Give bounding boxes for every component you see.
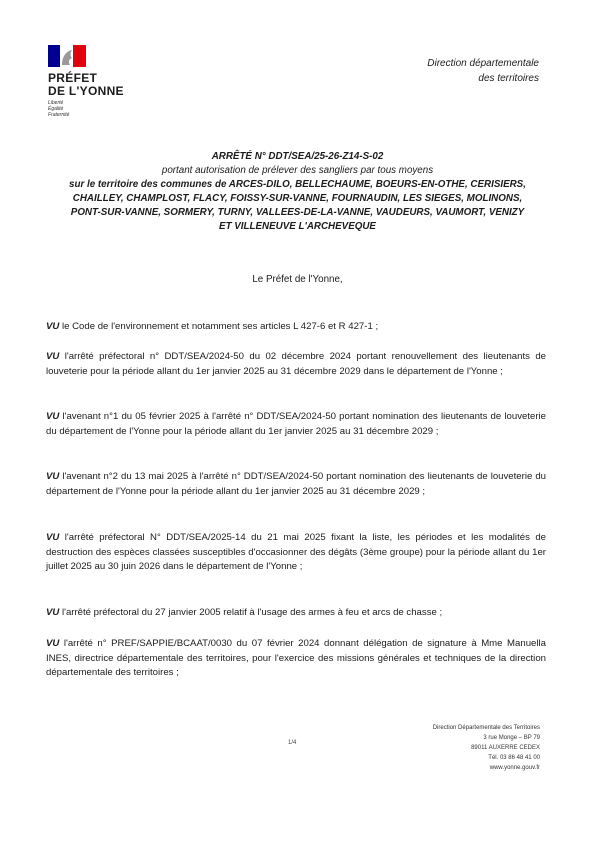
devise-fraternite: Fraternité [48, 112, 70, 118]
vu-text: le Code de l'environnement et notamment ses articles L 427-6 et R 427-1 ; [59, 321, 379, 332]
issuing-direction [427, 56, 539, 86]
marianne-icon [48, 45, 86, 67]
vu-text: l'arrêté préfectoral du 27 janvier 2005 relatif à l'usage des armes à feu et arcs de chasse ; [59, 607, 443, 618]
page-number: 1/4 [288, 740, 297, 746]
vu-label: VU [46, 532, 60, 543]
vu-paragraph [46, 531, 546, 575]
communes-line: sur le territoire des communes de ARCES-DILO, BELLECHAUME, BOEURS-EN-OTHE, CERISIERS, [69, 179, 526, 190]
address-line: 3 rue Monge – BP 79 [483, 735, 540, 741]
marianne-emblem [48, 45, 86, 69]
devise-egalite: Égalité [48, 106, 64, 112]
vu-paragraph [46, 320, 546, 335]
vu-label: VU [46, 411, 60, 422]
address-line: Direction Départementale des Territoires [432, 725, 540, 731]
vu-paragraph [46, 410, 546, 439]
prefet-title-line1: PRÉFET [48, 71, 98, 85]
vu-text: l'arrêté n° PREF/SAPPIE/BCAAT/0030 du 07 février 2024 donnant délégation de signature à Mme Manuella INES, directrice départementale des territoires, pour l'exercice des missions générales et techniques de la direction départementale des territoires ; [46, 638, 546, 678]
prefet-logo [48, 45, 158, 118]
vu-label: VU [46, 321, 60, 332]
footer-address [433, 723, 540, 773]
vu-label: VU [46, 638, 60, 649]
address-line: Tél. 03 86 48 41 00 [488, 755, 540, 761]
prefet-preamble: Le Préfet de l'Yonne, [252, 274, 343, 285]
devise [48, 100, 158, 118]
vu-text: l'avenant n°2 du 13 mai 2025 à l'arrêté n° DDT/SEA/2024-50 portant nomination des lieutenants de louveterie du département de l'Yonne pour la période allant du 1er janvier 2025 au 31 décembre 2029 ; [46, 471, 546, 497]
arrete-subject: portant autorisation de prélever des sangliers par tous moyens [161, 165, 434, 176]
arrete-number: ARRÊTÉ N° DDT/SEA/25-26-Z14-S-02 [211, 151, 384, 162]
vu-paragraph [46, 470, 546, 499]
communes-line: PONT-SUR-VANNE, SORMERY, TURNY, VALLEES-DE-LA-VANNE, VAUDEURS, VAUMORT, VENIZY [70, 207, 525, 218]
vu-label: VU [46, 351, 60, 362]
direction-line1: Direction départementale [427, 58, 539, 69]
direction-line2: des territoires [478, 73, 539, 84]
vu-label: VU [46, 471, 60, 482]
address-line: www.yonne.gouv.fr [489, 765, 540, 771]
prefet-title-line2: DE L'YONNE [48, 84, 124, 98]
address-line: 89011 AUXERRE CEDEX [471, 745, 540, 751]
communes-line: ET VILLENEUVE L'ARCHEVEQUE [219, 221, 376, 232]
vu-paragraph [46, 350, 546, 379]
vu-text: l'arrêté préfectoral N° DDT/SEA/2025-14 du 21 mai 2025 fixant la liste, les périodes et les modalités de destruction des espèces classées susceptibles d'occasionner des dégâts (3ème groupe) pour la période allant du 1er juillet 2025 au 30 juin 2026 dans le département de l'Yonne ; [46, 532, 546, 572]
vu-paragraph [46, 606, 546, 621]
vu-text: l'avenant n°1 du 05 février 2025 à l'arrêté n° DDT/SEA/2024-50 portant nomination des lieutenants de louveterie du département de l'Yonne pour la période allant du 1er janvier 2025 au 31 décembre 2029 ; [46, 411, 546, 437]
arrete-title [30, 150, 565, 234]
communes-line: CHAILLEY, CHAMPLOST, FLACY, FOISSY-SUR-VANNE, FOURNAUDIN, LES SIEGES, MOLINONS, [72, 193, 523, 204]
vu-text: l'arrêté préfectoral n° DDT/SEA/2024-50 du 02 décembre 2024 portant renouvellement des lieutenants de louveterie pour la période allant du 1er janvier 2025 au 31 décembre 2029 dans le département de l'Yonne ; [46, 351, 546, 377]
devise-liberte: Liberté [48, 100, 64, 106]
vu-label: VU [46, 607, 60, 618]
vu-paragraph [46, 637, 546, 681]
